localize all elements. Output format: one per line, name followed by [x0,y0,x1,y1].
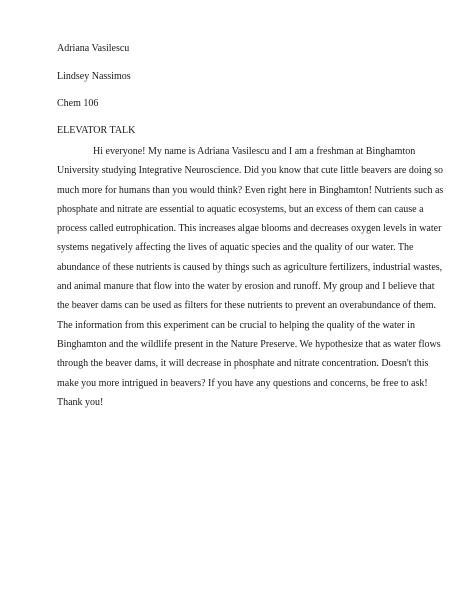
body-paragraph [57,142,444,412]
paragraph-line: Thank you! [57,396,104,408]
paragraph-line: The information from this experiment can be crucial to helping the quality of the water in [57,319,415,331]
course-name: Chem 106 [57,98,99,109]
author-name: Adriana Vasilescu [57,43,130,54]
instructor-name: Lindsey Nassimos [57,71,131,82]
paragraph-line: process called eutrophication. This increases algae blooms and decreases oxygen levels in water [57,223,442,235]
paragraph-line: and animal manure that flow into the water by erosion and runoff. My group and I believe that [57,281,435,293]
paragraph-line: make you more intrigued in beavers? If you have any questions and concerns, be free to ask! [57,377,428,389]
paragraph-line: phosphate and nitrate are essential to aquatic ecosystems, but an excess of them can cause a [57,203,424,215]
paragraph-line: Hi everyone! My name is Adriana Vasilescu and I am a freshman at Binghamton [93,146,416,157]
paragraph-line: the beaver dams can be used as filters for these nutrients to prevent an overabundance of them. [57,300,437,312]
document-title: ELEVATOR TALK [57,125,136,136]
paragraph-line: Binghamton and the wildlife present in the Nature Preserve. We hypothesize that as water flows [57,338,441,350]
paragraph-line: systems negatively affecting the lives of aquatic species and the quality of our water. The [57,242,414,254]
paragraph-line: University studying Integrative Neuroscience. Did you know that cute little beavers are doing so [57,165,444,177]
paragraph-line: much more for humans than you would think? Even right here in Binghamton! Nutrients such as [57,184,444,196]
paragraph-line: abundance of these nutrients is caused by things such as agriculture fertilizers, industrial wastes, [57,261,443,273]
paragraph-line: through the beaver dams, it will decrease in phosphate and nitrate concentration. Doesn't this [57,358,429,370]
